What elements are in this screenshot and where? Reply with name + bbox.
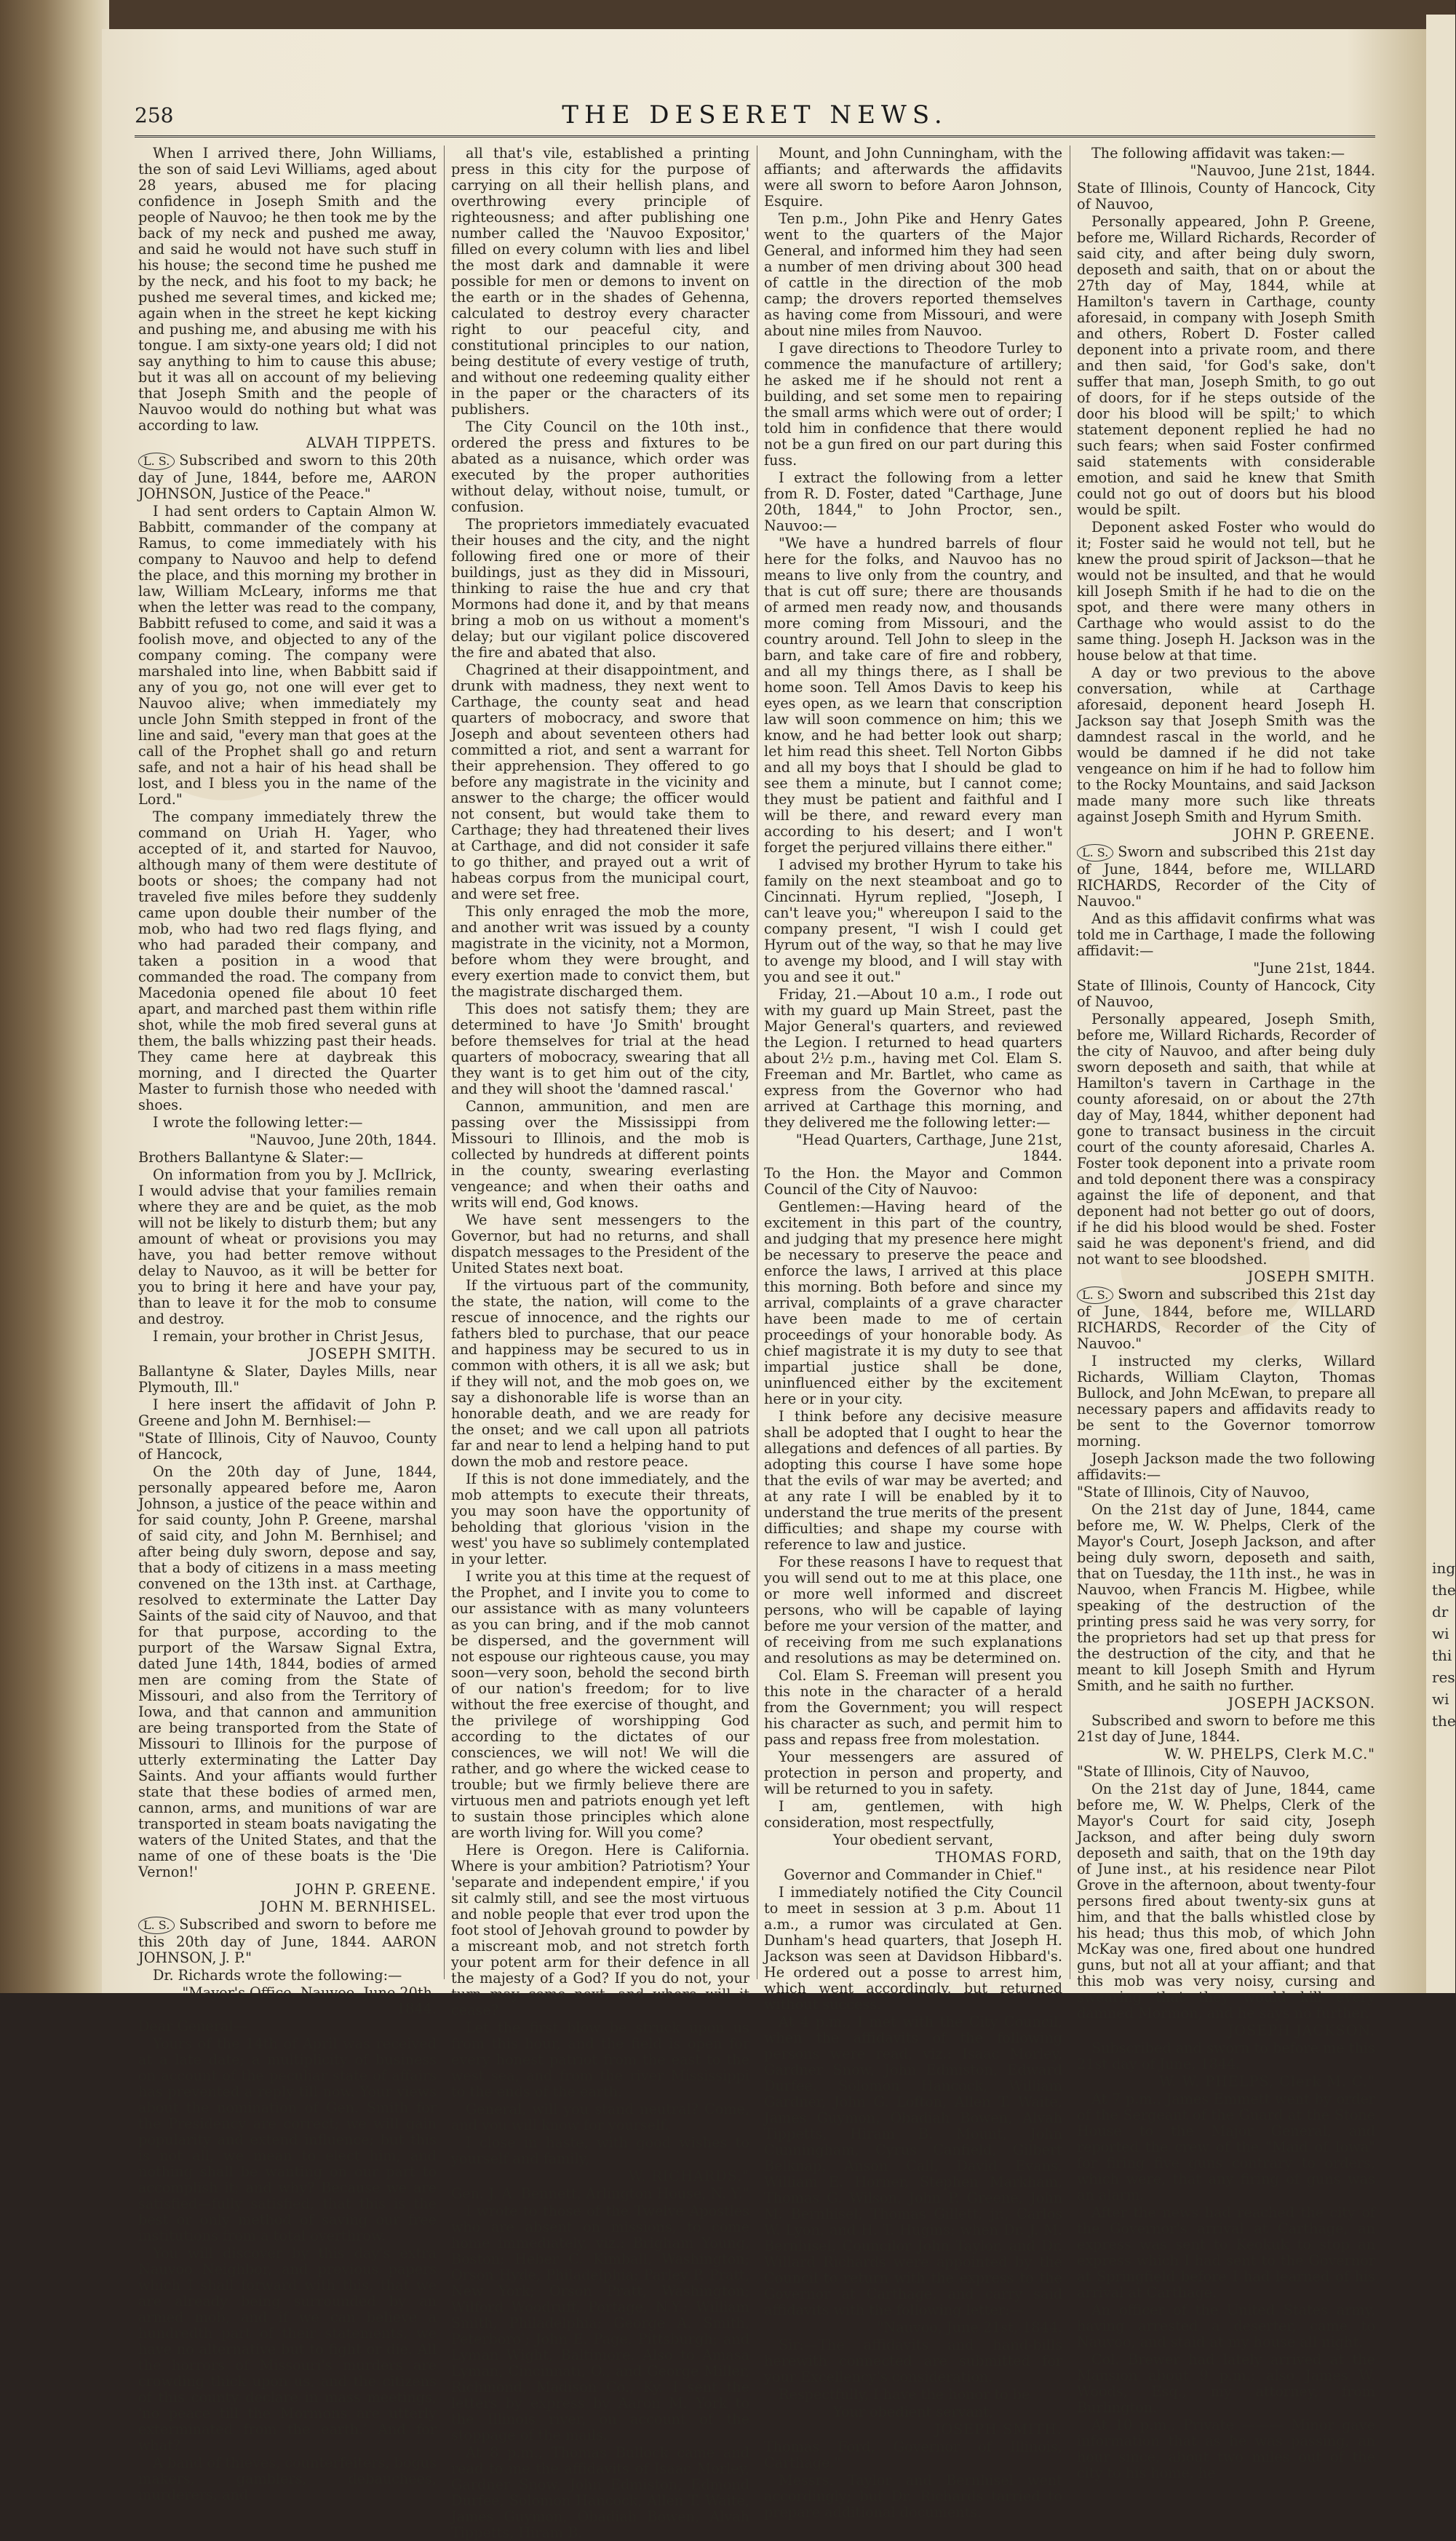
paragraph: I had sent orders to Captain Almon W. Babbitt, commander of the company at Ramus, to come immediately with his company to Nauvoo and help to defend the place, and this morning my brother in law, William McLeary, informs me that when the letter was read to the company, Babbitt refused to come, and said it was a foolish move, and objected to any of the company coming. The company were marshaled into line, when Babbitt said if any of you go, not one will ever get to Nauvoo alive; when immediately my uncle John Smith stepped in front of the line and said, "every man that goes at the call of the Prophet shall go and return safe, and not a hair of his head shall be lost, and I bless you in the name of the Lord." [138, 503, 437, 808]
signature-line: W. W. PHELPS, Clerk M. C." [1159, 2073, 1375, 2090]
signature-line: JOHN M. BERNHISEL. [260, 1898, 437, 1915]
column-4 [1077, 145, 1375, 2481]
edge-text: dr [1432, 1603, 1449, 1621]
paragraph: Subscribed and sworn to before me this 21st day of June, 1844. [1077, 2040, 1375, 2072]
paragraph: I remain, your brother in Christ Jesus, [153, 1328, 424, 1345]
signature-line: JOHN P. GREENE. [1234, 826, 1375, 843]
article-columns [138, 145, 1379, 2541]
signature-line: JOSEPH JACKSON. [1228, 2022, 1375, 2039]
paragraph: Chagrined at their disappointment, and drunk with madness, they next went to Carthage, the county seat and head quarters of mobocracy, and swore that Joseph and about seventeen others had committed a riot, and sent a warrant for their apprehension. They offered to go before any magistrate in the vicinity and answer to the charge; the officer would not consent, but would take them to Carthage; they had threatened their lives at Carthage, and did not consider it safe to go thither, and prayed out a writ of habeas corpus from the municipal court, and were set free. [451, 661, 749, 902]
paragraph: Cannon, ammunition, and men are passing over the Mississippi from Missouri to Illinois, and the mob is collected by hundreds at different points in the county, swearing everlasting vengeance; and when their oaths and writs will end, God knows. [451, 1098, 749, 1211]
paragraph: Your messengers are assured of protection in person and property, and will be returned to you in safety. [764, 1749, 1062, 1797]
paragraph: Respectfully, I have the honor to be [779, 2386, 1030, 2403]
attestation-text: Subscribed and sworn to this 20th day of June, 1844, before me, AARON JOHNSON, Justice of the Peace." [138, 452, 437, 502]
paragraph: I think before any decisive measure shall be adopted that I ought to hear the allegations and defences of all parties. By adopting this course I have some hope that the evils of war may be averted; and at any rate I will be enabled by it to understand the true merits of the present difficulties; and shape my course with reference to law and justice. [764, 1408, 1062, 1553]
paragraph: "Head Quarters, Carthage, June 21st, 1844. [795, 1132, 1062, 1164]
paragraph: Messrs. Taylor and Bernhisel went accordingly; but Dr. Richards tarried to prepare additional documents. [764, 2472, 1062, 2521]
paragraph: To the Hon. the Mayor and Common Council of the City of Nauvoo: [764, 1165, 1062, 1198]
paragraph: I here insert the affidavit of John P. Greene and John M. Bernhisel:— [138, 1396, 437, 1429]
edge-text: the [1432, 1712, 1456, 1730]
paragraph: I am, gentlemen, with high consideration, most respectfully, [764, 1798, 1062, 1831]
paragraph: State of Illinois, County of Hancock, City of Nauvoo, [1077, 180, 1375, 212]
paragraph: The following affidavit was taken:— [1091, 145, 1345, 162]
paragraph: After the news had reached the city of the Governor's arrival at Carthage, an express was sent to Keokuk to stop an express which I had sent to the Governor at Springfield before I had learned of his arrival at Carthage. [1077, 2204, 1375, 2301]
paragraph: Col. Brewer had lately arrived at the Mansion about 9 p.m.; also James W. Woods, Esq., my attorney, from Burlington. [1077, 2351, 1375, 2416]
edge-text: the [1432, 1581, 1456, 1599]
paragraph: On information from you by J. McIlrick, I would advise that your families remain where they are and be quiet, as the mob will not be likely to disturb them; but any amount of wheat or provisions you may have, you had better remove without delay to Nauvoo, as it will be better for you to bring it here and have your pay, than to leave it for the mob to consume and destroy. [138, 1166, 437, 1327]
paragraph: Joseph Jackson made the two following affidavits:— [1077, 1450, 1375, 1483]
paragraph: The company immediately threw the command on Uriah H. Yager, who accepted of it, and started for Nauvoo, although many of them were destitute of boots or shoes; the company had not traveled five miles before they suddenly came upon double their number of the mob, who had two red flags flying, and who had paraded their company, and taken a position in a wood that commanded the road. The company from Macedonia opened file about 10 feet apart, and marched past them within rifle shot, while the mob fired several guns at them, the balls whizzing past their heads. They came here at daybreak this morning, and I directed the Quarter Master to furnish those who needed with shoes. [138, 808, 437, 1113]
paragraph: I wrote to those of the Twelve Apostles who are absent on missions, to come home immediately, viz.: Brigham Young, Boston; Heber C. Kimball, Washington; Orson Hyde, Philadelphia; Parley P. Pratt, New York; Orson Pratt, Washington; Wilford Woodruff, Portage, N.Y.; William Smith, Philadelphia; George A. Smith, Peterboro'; John E. Page, Pittsburgh; and Lyman Wight, Baltimore. Also to Amasa Lyman, Cincinnati, O., and George Miller, Richmond, Madison Co., Ky. I sent the letters by express by Aaron M. York to the Illinois river, on account of the stoppage of the mails. [451, 2203, 749, 2443]
paragraph: Your obedient servant, [832, 1832, 994, 1848]
column-rule [444, 146, 445, 1979]
seal-icon: L. S. [138, 453, 175, 470]
paragraph: I advised my brother Hyrum to take his family on the next steamboat and go to Cincinnati. Hyrum replied, "Joseph, I can't leave you;" whereupon I said to the company present, "I wish I could get Hyrum out of the way, so that he may live to avenge my blood, and I will stay with you and see it out." [764, 856, 1062, 985]
edge-text: wi [1432, 1625, 1449, 1642]
paragraph: Deponent asked Foster who would do it; Foster said he would not tell, but he knew the proud spirit of Jackson—that he would not be insulted, and that he would kill Joseph Smith if he had to die on the spot, and there were many others in Carthage who would assist to do the same thing. Joseph H. Jackson was in the house below at that time. [1077, 519, 1375, 664]
paragraph: Here is Oregon. Here is California. Where is your ambition? Patriotism? Your 'separate and independent empire,' if you sit calmly still, and see the most virtuous and noble people that ever trod upon the foot stool of Jehovah ground to powder by a miscreant mob, and not stretch forth your potent arm for their defence in all the majesty of a God? If you do not, your turn may come next, and where will it cease? [451, 1842, 749, 2019]
paragraph: Mount, and John Cunningham, with the affiants; and afterwards the affidavits were all sworn to before Aaron Johnson, Esquire. [764, 145, 1062, 210]
newspaper-title: THE DESERET NEWS. [562, 100, 948, 130]
paragraph: When I arrived there, John Williams, the son of said Levi Williams, aged about 28 years, abused me for placing confidence in Joseph Smith and the people of Nauvoo; he then took me by the back of my neck and pushed me away, and said he would not have such stuff in his house; the second time he pushed me by the neck, and his foot to my back; he pushed me several times, and kicked me; again when in the street he kept kicking and pushing me, and abusing me with his tongue. I am sixty-one years old; I did not say anything to him to cause this abuse; but it was all on account of my believing that Joseph Smith and the people of Nauvoo would do nothing but what was according to law. [138, 145, 437, 434]
paragraph: We have sent messengers to the Governor, but had no returns, and shall dispatch messages to the President of the United States next boat. [451, 1212, 749, 1276]
adjacent-page-edge [1426, 15, 1455, 1993]
paragraph: "Nauvoo, June 21st, 1844. [1190, 162, 1375, 179]
paragraph: Yours of the 14th of April was received at a late date; a multiplicity of business on account of the peculiar state of affairs has prevented a reply till now. Your views about the nomination of Gen. Smith for the Presidency are correct; we will gain popularity and extend influence; but this is not all, we mean to elect him, and nothing shall be wanting on our part to accomplish it; and why? Because we are satisfied—fully satisfied, that this is the best or only method of saving our free institutions from a total overthrow. [138, 2035, 437, 2244]
edge-text: ing [1432, 1559, 1456, 1577]
paragraph: On the 20th day of June, 1844, personally appeared before me, Aaron Johnson, a justice of the peace within and for said county, John P. Greene, marshal of said city, and John M. Bernhisel; and after being duly sworn, depose and say, that a body of citizens in a mass meeting convened on the 13th inst. at Carthage, resolved to exterminate the Latter Day Saints of the said city of Nauvoo, and that for that purpose, according to the purport of the Warsaw Signal Extra, dated June 14th, 1844, bodies of armed men are coming from the State of Missouri, and also from the Territory of Iowa, and that cannon and ammunition are being transported from the State of Missouri to Illinois for the purpose of utterly exterminating the Latter Day Saints. And your affiants would further state that these bodies of armed men, cannon, arms, and munitions of war are transported in steam boats navigating the waters of the United States, and that the name of one of these boats is the 'Die Vernon!' [138, 1463, 437, 1880]
seal-attestation [138, 1917, 437, 1966]
attestation-text: Sworn and subscribed this 21st day of June, 1844, before me, WILLARD RICHARDS, Recorder of the City of Nauvoo." [1077, 843, 1375, 910]
paragraph: Gentlemen:—Having heard of the excitement in this part of the country, and judging that my presence here might be necessary to preserve the peace and enforce the laws, I arrived at this place this morning. Both before and since my arrival, complaints of a grave character have been made to me of certain proceedings of your honorable body. As chief magistrate it is my duty to see that impartial justice shall be done, uninfluenced either by the excitement here or in your city. [764, 1198, 1062, 1407]
paragraph: This does not satisfy them; they are determined to have 'Jo Smith' brought before themselves for trial at the head quarters of mobocracy, swearing that all they want is to get him out of the city, and they will shoot the 'damned rascal.' [451, 1001, 749, 1097]
paragraph: "State of Illinois, City of Nauvoo, [1077, 1763, 1310, 1780]
paragraph: A band of thieves, counterfeiters, bogus makers, gamblers, debauchees, murderers, and [138, 2454, 437, 2503]
paragraph: I gave directions to Theodore Turley to commence the manufacture of artillery; he asked me if he should not rent a building, and set some men to repairing the small arms which were out of order; I told him in confidence that there would not be a gun fired on our part during this fuss. [764, 340, 1062, 469]
paragraph: I write you at this time at the request of the Prophet, and I invite you to come to our assistance with as many volunteers as you can bring, and if the mob cannot be dispersed, and the government will not espouse our righteous cause, you may soon—very soon, behold the second birth of our nation's freedom; for to live without the free exercise of thought, and the privilege of worshipping God according to the dictates of our consciences, we will not! We will die rather, and go where the wicked cease to trouble; but we firmly believe there are virtuous men and patriots enough yet left to sustain those principles which alone are worth living for. Will you come? [451, 1568, 749, 1841]
column-2 [451, 145, 749, 2541]
seal-attestation [1077, 844, 1375, 910]
seal-icon: L. S. [138, 1917, 175, 1934]
paragraph: For these reasons I have to request that you will send out to me at this place, one or more well informed and discreet persons, who will be capable of laying before me your version of the matter, and of receiving from me such explanations and resolutions as may be determined on. [764, 1554, 1063, 1666]
signature-line: JOSEPH SMITH. [309, 1345, 437, 1362]
column-1 [138, 145, 437, 2503]
paragraph: I immediately notified the City Council to meet in session at 3 p.m. About 11 a.m., a rumor was circulated at Gen. Dunham's head quarters, that Joseph H. Jackson was seen at Davidson Hibbard's. He ordered out a posse to arrest him, which went accordingly, but returned without success. [764, 1884, 1062, 2013]
paragraph: Friday, 21.—About 10 a.m., I rode out with my guard up Main Street, past the Major General's quarters, and reviewed the Legion. I returned to head quarters about 2½ p.m., having met Col. Elam S. Freeman and Mr. Bartlet, who came as express from the Governor who had arrived at Carthage this morning, and they delivered me the following letter:— [764, 986, 1062, 1131]
paragraph: Gen. J. A. Bennett, Arlington House, N. Y." [451, 2185, 749, 2202]
paragraph: all that's vile, established a printing press in this city for the purpose of carrying on all their hellish plans, and overthrowing every principle of righteousness; and after publishing one number called the 'Nauvoo Expositor,' filled on every column with lies and libel the most dark and damnable it were possible for men or demons to invent on the earth or in the shades of Gehenna, calculated to destroy every character right to our peaceful city, and constitutional principles to our nation, being destitute of every vestige of truth, and without one redeeming quality either in the paper or the characters of its publishers. [451, 145, 749, 418]
paragraph: The City Council on the 10th inst., ordered the press and fixtures to be abated as a nuisance, which order was executed by the proper authorities without delay, without noise, tumult, or confusion. [451, 418, 749, 515]
paragraph: At 4 p.m., I met with the City Council, when the affidavits of the following persons were read, viz.: Isaac Morley, Gardner Snow, John Edmiston, Edward Durfee, Solomon Hancock, William Gardner, John G. Lofton, Allen T. Waite, James Guymon, Obadiah Bowen, Alvah Tippetts, Hiram B. Mount, John Cunningham, Cyrus Canfield, Gilbert Belknap, Anson Call, David Evans, William E. Horner, Stephen Markham, Thomas G. Wilson, John P. Greene, John M. Bernhisel, Thomas Gillett, jr., Carlos W. Lyon, and H. T. Hugins; when Dr. J. M. Bernhisel, Councilor John Taylor, and Dr. Willard Richards were appointed by the Council to return with the express to the Governor at Carthage, and carry said affidavits with the following letter:— [764, 2013, 1062, 2318]
signature-line: W. W. PHELPS, Clerk M.C." [1164, 1746, 1375, 1762]
paragraph: Dr. Richards wrote the following:— [153, 1967, 402, 1984]
paragraph: An officer of the United States army, having arrested a deserter, came to Nauvoo, and staid at my house all night. [1077, 2302, 1375, 2350]
paragraph: Thomas Ford, Governor of Illinois, Carthage." [764, 2438, 1062, 2471]
page-stack-edge [0, 0, 109, 1993]
column-3 [764, 145, 1063, 2521]
paragraph: "We have a hundred barrels of flour here for the folks, and Nauvoo has no means to live only from the country, and that is cut off sure; there are thousands of armed men ready now, and thousands more coming from Missouri, and the country around. Tell John to sleep in the barn, and take care of fire and robbery, and all my things there, as I shall be home soon. Tell Amos Davis to keep his eyes open, as we learn that conscription law will soon commence on him; this we know, and he had better look out sharp; let him read this sheet. Tell Norton Gibbs and all my boys that I should be glad to see them a minute, but I cannot come; they must be patient and faithful and I will be there, and reward every man according to his desert; and I won't forget the perjured villains there either." [764, 535, 1062, 856]
paragraph: Dear General— [138, 2018, 247, 2035]
signature-line: ALVAH TIPPETS. [306, 434, 437, 451]
paragraph: "State of Illinois, City of Nauvoo, [1077, 1484, 1310, 1500]
paragraph: Personally appeared, John P. Greene, before me, Willard Richards, Recorder of said city, and after being duly sworn, deposeth and saith, that on or about the 27th day of May, 1844, while at Hamilton's tavern in Carthage, county aforesaid, in company with Joseph Smith and others, Robert D. Foster called deponent into a private room, and there and then said, 'for God's sake, don't suffer that man, Joseph Smith, to go out of doors, for if he steps outside of the door his blood will be spilt;' to which statement deponent replied he had no such fears; when said Foster confirmed said statements with considerable emotion, and said he knew that Smith could not go out of doors but his blood would be spilt. [1077, 213, 1375, 518]
paragraph: Personally appeared, Joseph Smith, before me, Willard Richards, Recorder of the city of Nauvoo, and after being duly sworn deposeth and saith, that while at Hamilton's tavern in Carthage in the county aforesaid, on or about the 27th day of May, 1844, whither deponent had gone to transact business in the circuit court of the county aforesaid, Charles A. Foster took deponent into a private room and told deponent there was a conspiracy against the life of deponent, and that deponent had not better go out of doors, if he did his blood would be shed. Foster said he was deponent's friend, and did not want to see bloodshed. [1077, 1011, 1375, 1268]
paragraph: On the 21st day of June, 1844, came before me, W. W. Phelps, Clerk of the Mayor's Court for said city, Joseph Jackson, and after being duly sworn deposeth and saith, that on the 19th day of June inst., at his residence near Pilot Grove in the afternoon, about twenty-four persons fired about twenty-six guns at him, and that the balls whistled close by his head; thus this mob, of which John McKay was one, fired about one hundred guns, but not all at your affiant; and that this mob was very noisy, cursing and swearing that they would kill every damned Mormon, and he says no further. [1077, 1781, 1375, 2021]
paragraph: I wrote the following letter:— [153, 1114, 363, 1131]
signature-line: W. RICHARDS." [628, 2168, 749, 2184]
paragraph: "June 21st, 1844. [1253, 960, 1375, 977]
attestation-text: Subscribed and sworn to before me this 20th day of June, 1844. AARON JOHNSON, J. P." [138, 1916, 437, 1966]
paragraph: At 10 p.m., Private ——— Minor gave information that as he was passing, an hour since, about two miles out of the city to his home, he [1077, 2417, 1375, 2481]
paragraph: The proprietors immediately evacuated their houses and the city, and the night following fired one or more of their buildings, just as they did in Missouri, thinking to raise the hue and cry that Mormons had done it, and by that means bring a mob on us without a moment's delay; but our vigilant police discovered the fire and abated that also. [451, 516, 749, 661]
paragraph: Col. Elam S. Freeman will present you this note in the character of a herald from the Government; you will respect his character as such, and permit him to pass and repass free from molestation. [764, 1667, 1062, 1748]
seal-attestation [1077, 1287, 1375, 1352]
paragraph: And as this affidavit confirms what was told me in Carthage, I made the following affidavit:— [1077, 910, 1375, 959]
paragraph: A day or two previous to the above conversation, while at Carthage aforesaid, deponent heard Joseph H. Jackson say that Joseph Smith was the damndest rascal in the world, and he would be damned if he did not take vengeance on him if he had to follow him to the Rocky Mountains, and said Jackson made many more such like threats against Joseph Smith and Hyrum Smith. [1077, 664, 1375, 825]
paragraph: This only enraged the mob the more, and another writ was issued by a county magistrate in the vicinity, not a Mormon, before whom they were brought, and every exertion made to convict them, but the magistrate discharged them. [451, 903, 749, 1000]
paragraph: Brothers Ballantyne & Slater:— [138, 1149, 364, 1166]
paragraph: I extract the following from a letter from R. D. Foster, dated "Carthage, June 20th, 1844," to John Proctor, sen., Nauvoo:— [764, 469, 1062, 534]
edge-text: wi [1432, 1690, 1449, 1708]
seal-attestation [138, 453, 437, 502]
seal-icon: L. S. [1077, 1287, 1113, 1304]
attestation-text: Sworn and subscribed this 21st day of June, 1844, before me, WILLARD RICHARDS, Recorder of the City of Nauvoo." [1077, 1286, 1375, 1352]
edge-text: res [1432, 1669, 1455, 1686]
paragraph: Governor and Commander in Chief." [784, 1866, 1043, 1883]
paragraph: "State of Illinois, City of Nauvoo, County of Hancock, [138, 1430, 437, 1463]
page-header [135, 99, 1375, 138]
paragraph: Subscribed and sworn to before me this 21st day of June, 1844. [1077, 1712, 1375, 1745]
paragraph: If this is not done immediately, and the mob attempts to execute their threats, you may soon have the opportunity of beholding that glorious 'vision in the west' you have so sublimely contemplated in your letter. [451, 1471, 749, 1567]
paragraph: At 8 p.m., Thomas Bullock came and read to me the affidavits of Isaac Morley, Gardner Snow, John Edmiston, Edmond Durfee, Solomon Hancock, Allen T. Waite, James Guymon, Obadiah Bowen, Alvah Tippetts, Hiram B. [451, 2444, 749, 2541]
paragraph: I instructed my clerks, Willard Richards, William Clayton, Thomas Bullock, and John McEwan, to prepare all necessary papers and affidavits ready to be sent to the Governor tomorrow morning. [1077, 1353, 1375, 1450]
signature-line: THOMAS FORD, [935, 1849, 1062, 1866]
paragraph: Ballantyne & Slater, Dayles Mills, near Plymouth, Ill." [138, 1363, 437, 1396]
paragraph: You will discover by this day's extra Nauvoo Neighbor, and previous papers which I shall forward with this, that we are already being surrounded by an armed mob, and if we can believe a hundredth part of their statements, we have no alternative but to fight or die. All the horrors of Missouri's murders are crowding thick upon us, and the citizens of this county declare in mass meetings, 'no peace till the Mormons are utterly exterminated from the earth.' And for what? [138, 2245, 437, 2454]
signature-line: JOSEPH JACKSON. [1228, 1695, 1375, 1711]
paragraph: General, will you stand neutral? Come, and you will know for yourself. [451, 2101, 749, 2134]
signature-line: JOHN P. GREENE. [295, 1881, 437, 1898]
page-number: 258 [135, 103, 174, 127]
paragraph: Sir:—The affidavits and hand-bills herewith connected are submitted for your Excellency's consideration. [764, 2337, 1062, 2385]
paragraph: Let the first blow be struck upon us from this hour, and the field is open for every honest patriot from the east to the west sea, and from the river Mississippi to the ends of the earth. [451, 2019, 749, 2100]
signature-line: JOSEPH SMITH. [1247, 1268, 1375, 1285]
paragraph: On the 21st day of June, 1844, came before me, W. W. Phelps, Clerk of the Mayor's Court, Joseph Jackson, and after being duly sworn, deposeth and saith, that on Tuesday, the 11th inst., he was in Nauvoo, when Francis M. Higbee, while speaking of the destruction of the printing press said he was very sorry, for the proprietors had set up that press for the destruction of the city, and that he meant to kill Joseph Smith and Hyrum Smith, and he saith no further. [1077, 1501, 1375, 1694]
edge-text: thi [1432, 1647, 1452, 1664]
seal-icon: L. S. [1077, 844, 1113, 862]
paragraph: State of Illinois, County of Hancock, City of Nauvoo, [1077, 977, 1375, 1010]
paragraph: At 7 p.m., James Emmett went by order of the Sergeant of the Guard at the Stone House to the Major General, and reported the crew of the "Maid of Iowa" for firing five guns contrary to orders, which were, that any firing of guns was an alarm. [1077, 2091, 1375, 2203]
paragraph: I close in haste, with good wishes to yourself and family, [451, 2134, 749, 2167]
paragraph: "Nauvoo, June 20th, 1844. [249, 1132, 437, 1148]
paragraph: If the virtuous part of the community, the state, the nation, will come to the rescue of innocence, and the rights our fathers bled to purchase, that our peace and happiness may be secured to us in common with others, it is all we ask; but if they will not, and the mob goes on, we say a dishonorable life is worse than an honorable death, and we are ready for the onset; and we call upon all patriots far and near to lend a helping hand to put down the mob and restore peace. [451, 1277, 749, 1470]
paragraph: "Nauvoo, June 21st, 1844. [877, 2319, 1062, 2336]
signature-line: JOSEPH SMITH. [934, 2421, 1062, 2438]
paragraph: Your obedient servant, [832, 2403, 994, 2420]
paragraph: Ten p.m., John Pike and Henry Gates went to the quarters of the Major General, and informed him they had seen a number of men driving about 300 head of cattle in the direction of the mob camp; the drovers reported themselves as having come from Missouri, and were about nine miles from Nauvoo. [764, 210, 1062, 339]
paragraph: "Mayor's Office, Nauvoo, June 20th, 1844. [182, 1984, 437, 2017]
